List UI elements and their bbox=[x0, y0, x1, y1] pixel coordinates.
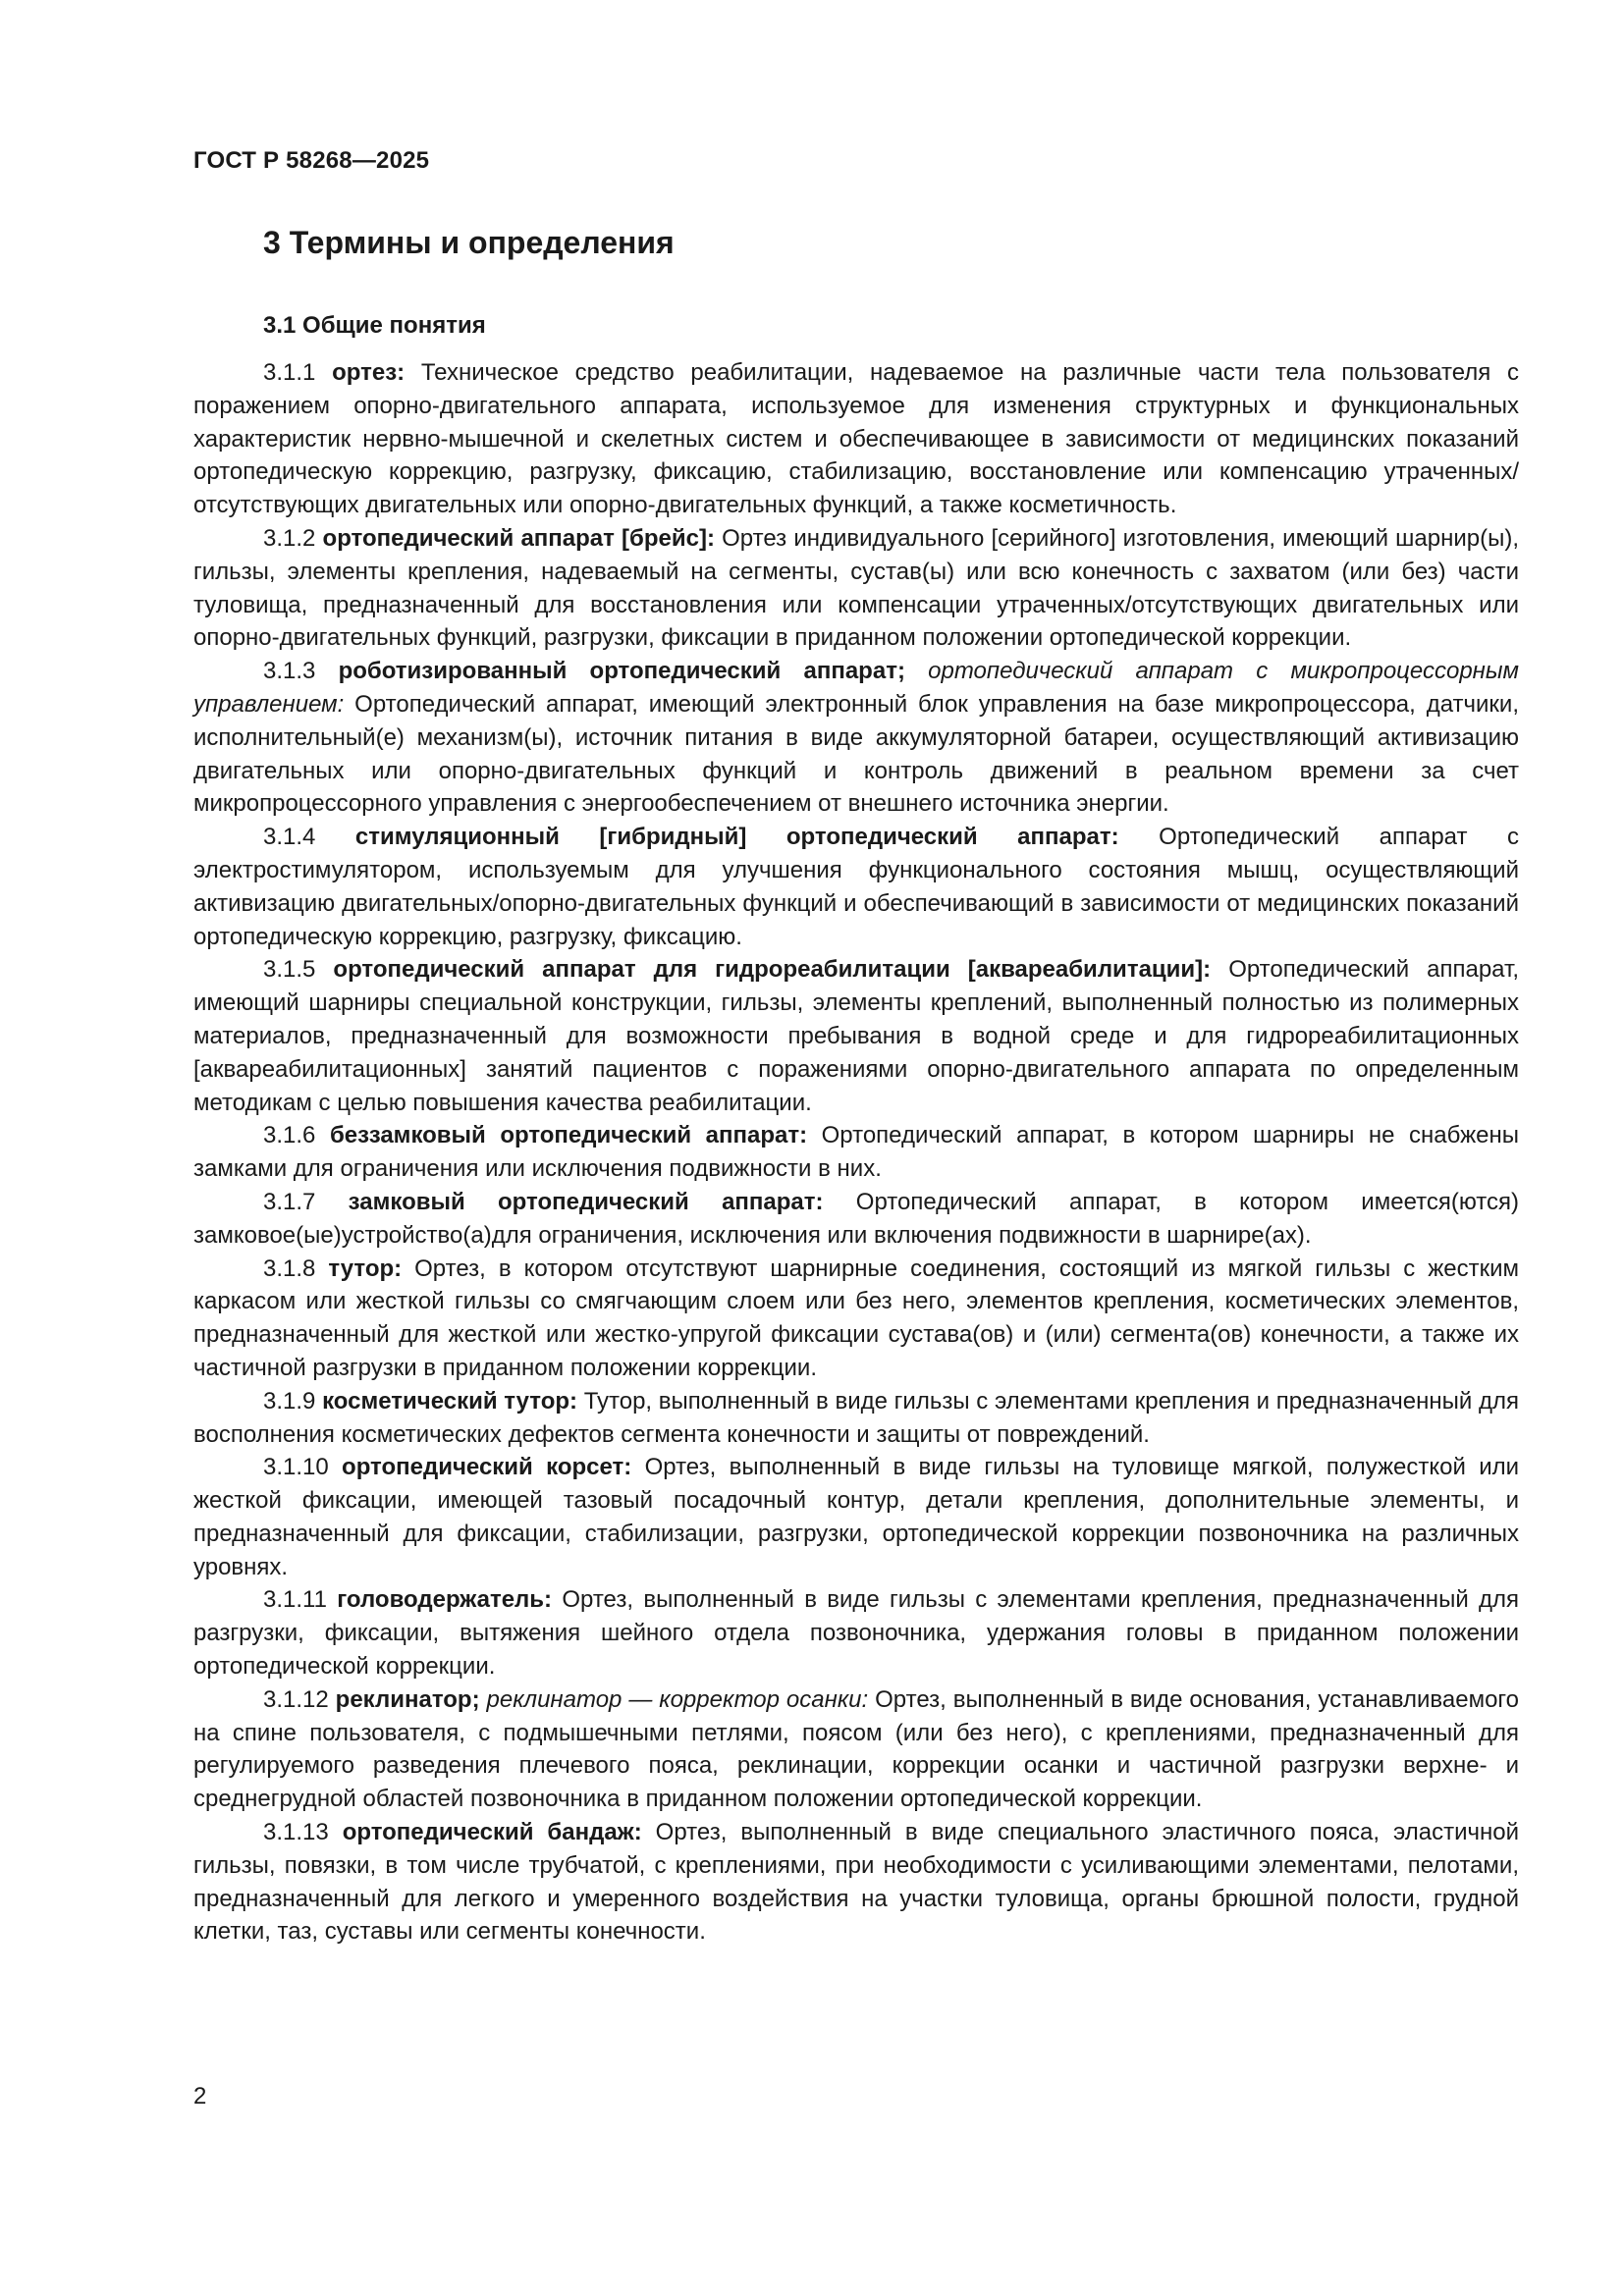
term-entry bbox=[193, 953, 1519, 1119]
term-definition: Ортез индивидуального [серийного] изготовления, имеющий шарнир(ы), гильзы, элементы крепления, надеваемый на сегменты, сустав(ы) или всю конечность с захватом (или без) части туловища, предназначенный для восстановления или компенсации утраченных/отсутствующих двигательных или опорно-двигательных функций, разгрузки, фиксации в приданном положении ортопедической коррекции. bbox=[193, 524, 1520, 652]
term-name: ортопедический бандаж: bbox=[342, 1819, 642, 1846]
term-definition: Ортопедический аппарат, имеющий шарниры специальной конструкции, гильзы, элементы креплений, выполненный полностью из полимерных материалов, предназначенный для возможности пребывания в водной среде и для гидрореабилитационных [аквареабилитационных] занятий пациентов с поражениями опорно-двигательного аппарата по определенным методикам с целью повышения качества реабилитации. bbox=[193, 956, 1520, 1116]
term-definition: Ортез, выполненный в виде гильзы с элементами крепления, предназначенный для разгрузки, фиксации, вытяжения шейного отдела позвоночника, удержания головы в приданном положении ортопедической коррекции. bbox=[193, 1586, 1520, 1681]
term-number: 3.1.12 bbox=[263, 1685, 329, 1713]
term-definition: Ортез, в котором отсутствуют шарнирные соединения, состоящий из мягкой гильзы с жестким каркасом или жесткой гильзы со смягчающим слоем или без него, элементов крепления, косметических элементов, предназначенный для жесткой или жестко-упругой фиксации сустава(ов) и (или) сегмента(ов) конечности, а также их частичной разгрузки в приданном положении коррекции. bbox=[193, 1255, 1520, 1381]
term-number: 3.1.13 bbox=[263, 1819, 329, 1846]
term-entry bbox=[193, 1451, 1519, 1583]
term-entry bbox=[193, 356, 1519, 522]
term-name: косметический тутор: bbox=[322, 1387, 578, 1415]
term-name: реклинатор; bbox=[335, 1685, 480, 1713]
term-entry bbox=[193, 821, 1519, 953]
term-entry bbox=[193, 1583, 1519, 1682]
term-name: ортопедический аппарат [брейс]: bbox=[322, 524, 715, 552]
term-entry bbox=[193, 1683, 1519, 1816]
term-name: ортопедический аппарат для гидрореабилитации [аквареабилитации]: bbox=[333, 956, 1212, 984]
term-number: 3.1.3 bbox=[263, 658, 316, 685]
document-code: ГОСТ Р 58268—2025 bbox=[193, 147, 430, 174]
term-definition: Ортез, выполненный в виде гильзы на туловище мягкой, полужесткой или жесткой фиксации, имеющей тазовый посадочный контур, детали крепления, дополнительные элементы, и предназначенный для фиксации, стабилизации, разгрузки, ортопедической коррекции позвоночника на различных уровнях. bbox=[193, 1454, 1520, 1580]
terms-list bbox=[193, 356, 1519, 1949]
term-entry bbox=[193, 1385, 1519, 1452]
page-number: 2 bbox=[193, 2083, 207, 2109]
term-name: ортез: bbox=[332, 359, 406, 386]
term-definition: Техническое средство реабилитации, надеваемое на различные части тела пользователя с поражением опорно-двигательного аппарата, используемое для изменения структурных и функциональных характеристик нервно-мышечной и скелетных систем и обеспечивающее в зависимости от медицинских показаний ортопедическую коррекцию, разгрузку, фиксацию, стабилизацию, восстановление или компенсацию утраченных/отсутствующих двигательных или опорно-двигательных функций, а также косметичность. bbox=[193, 359, 1519, 519]
term-entry bbox=[193, 655, 1519, 821]
term-name: роботизированный ортопедический аппарат; bbox=[338, 658, 905, 685]
term-entry bbox=[193, 522, 1519, 655]
term-number: 3.1.7 bbox=[263, 1188, 316, 1215]
section-title: 3 Термины и определения bbox=[263, 225, 675, 260]
term-synonym: ортопедический аппарат с микропроцессорным управлением: bbox=[193, 658, 1519, 718]
term-number: 3.1.4 bbox=[263, 824, 316, 851]
term-definition: Ортез, выполненный в виде специального эластичного пояса, эластичной гильзы, повязки, в том числе трубчатой, с креплениями, при необходимости с усиливающими элементами, пелотами, предназначенный для легкого и умеренного воздействия на участки туловища, органы брюшной полости, грудной клетки, таз, суставы или сегменты конечности. bbox=[193, 1819, 1519, 1946]
term-name: тутор: bbox=[328, 1255, 403, 1282]
term-entry bbox=[193, 1119, 1519, 1186]
term-definition: Тутор, выполненный в виде гильзы с элементами крепления и предназначенный для восполнения косметических дефектов сегмента конечности и защиты от повреждений. bbox=[193, 1387, 1520, 1448]
term-number: 3.1.5 bbox=[263, 956, 316, 984]
term-number: 3.1.6 bbox=[263, 1122, 316, 1149]
term-definition: Ортопедический аппарат с электростимулятором, используемым для улучшения функционального состояния мышц, осуществляющий активизацию двигательных/опорно-двигательных функций и обеспечивающий в зависимости от медицинских показаний ортопедическую коррекцию, разгрузку, фиксацию. bbox=[193, 824, 1520, 950]
term-number: 3.1.2 bbox=[263, 524, 316, 552]
term-number: 3.1.9 bbox=[263, 1387, 316, 1415]
term-name: ортопедический корсет: bbox=[342, 1454, 632, 1481]
subsection-title: 3.1 Общие понятия bbox=[263, 312, 486, 339]
term-name: беззамковый ортопедический аппарат: bbox=[329, 1122, 808, 1149]
term-name: головодержатель: bbox=[337, 1586, 553, 1614]
term-synonym: реклинатор — корректор осанки: bbox=[486, 1685, 869, 1713]
term-definition: Ортопедический аппарат, в котором имеется(ются) замковое(ые)устройство(а)для ограничения, исключения или включения подвижности в шарнире(ах). bbox=[193, 1188, 1520, 1249]
term-number: 3.1.8 bbox=[263, 1255, 316, 1282]
term-number: 3.1.11 bbox=[263, 1586, 327, 1614]
term-entry bbox=[193, 1816, 1519, 1949]
term-number: 3.1.1 bbox=[263, 359, 316, 386]
term-entry bbox=[193, 1186, 1519, 1253]
term-name: стимуляционный [гибридный] ортопедический аппарат: bbox=[354, 824, 1119, 851]
term-number: 3.1.10 bbox=[263, 1454, 329, 1481]
term-definition: Ортопедический аппарат, имеющий электронный блок управления на базе микропроцессора, датчики, исполнительный(е) механизм(ы), источник питания в виде аккумуляторной батареи, осуществляющий активизацию двигательных или опорно-двигательных функций и контроль движений в реальном времени за счет микропроцессорного управления с энергообеспечением от внешнего источника энергии. bbox=[193, 690, 1519, 818]
term-name: замковый ортопедический аппарат: bbox=[348, 1188, 824, 1215]
term-entry bbox=[193, 1253, 1519, 1385]
term-definition: Ортопедический аппарат, в котором шарниры не снабжены замками для ограничения или исключения подвижности в них. bbox=[193, 1122, 1520, 1183]
term-definition: Ортез, выполненный в виде основания, устанавливаемого на спине пользователя, с подмышечными петлями, поясом (или без него), с креплениями, предназначенный для регулируемого разведения плечевого пояса, реклинации, коррекции осанки и частичной разгрузки верхне- и среднегрудной областей позвоночника в приданном положении ортопедической коррекции. bbox=[193, 1685, 1519, 1813]
